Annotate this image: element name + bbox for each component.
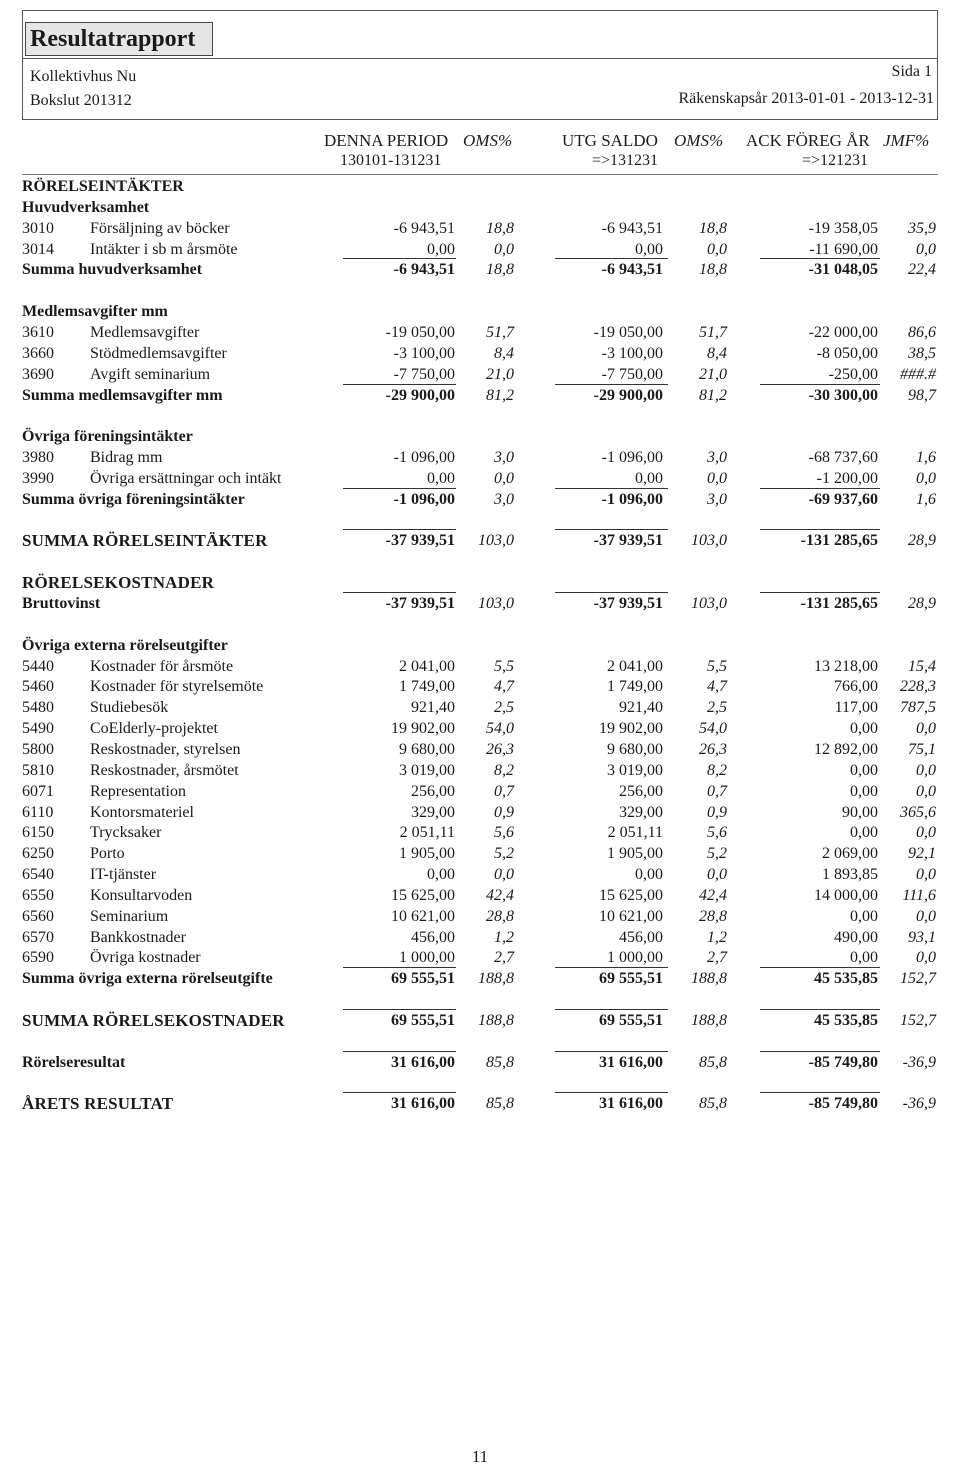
- period-percent: 85,8: [486, 1053, 514, 1071]
- balance-percent: 5,5: [707, 657, 727, 675]
- balance-amount: 31 616,00: [599, 1053, 663, 1071]
- period-amount: 3 019,00: [399, 761, 455, 779]
- prev-year-percent: 152,7: [900, 970, 936, 988]
- table-row: [0, 343, 960, 364]
- prev-year-percent: 92,1: [908, 845, 936, 863]
- period-amount: 69 555,51: [391, 970, 455, 988]
- prev-year-percent: 75,1: [908, 740, 936, 758]
- summary-row: [0, 259, 960, 280]
- column-header-prev-year: ACK FÖREG ÅR: [746, 131, 870, 150]
- period-amount: 2 051,11: [399, 824, 455, 842]
- period-percent: 5,6: [494, 824, 514, 842]
- period-percent: 188,8: [478, 1012, 514, 1029]
- section-heading: [0, 176, 960, 197]
- prev-year-amount: -85 749,80: [808, 1053, 878, 1071]
- prev-year-percent: 15,4: [908, 657, 936, 675]
- column-sub-balance: =>131231: [592, 152, 659, 169]
- account-name: Seminarium: [90, 907, 169, 925]
- account-code: 6590: [22, 949, 54, 967]
- prev-year-percent: -36,9: [902, 1053, 936, 1071]
- account-code: 5480: [22, 699, 54, 717]
- balance-percent: 54,0: [699, 720, 727, 738]
- account-code: 6550: [22, 886, 54, 904]
- balance-percent: 188,8: [691, 1012, 727, 1029]
- balance-percent: 2,5: [707, 699, 727, 717]
- account-code: 3690: [22, 365, 54, 383]
- section-heading: [0, 301, 960, 322]
- balance-percent: 0,0: [707, 866, 727, 884]
- prev-year-percent: 98,7: [908, 386, 936, 404]
- period-percent: 3,0: [494, 449, 514, 467]
- period-amount: 69 555,51: [391, 1012, 455, 1029]
- table-row: [0, 843, 960, 864]
- period-amount: 31 616,00: [391, 1095, 455, 1113]
- balance-percent: 5,6: [707, 824, 727, 842]
- balance-amount: 921,40: [619, 699, 663, 717]
- account-name: CoElderly-projektet: [90, 720, 218, 738]
- period-amount: 456,00: [411, 928, 455, 946]
- table-row: [0, 322, 960, 343]
- period-amount: 921,40: [411, 699, 455, 717]
- prev-year-amount: 0,00: [850, 761, 878, 779]
- summary-row: [0, 530, 960, 551]
- balance-amount: 31 616,00: [599, 1095, 663, 1113]
- period-amount: -3 100,00: [393, 344, 455, 362]
- account-name: Stödmedlemsavgifter: [90, 344, 227, 362]
- table-row: [0, 447, 960, 468]
- balance-amount: 2 041,00: [607, 657, 663, 675]
- summary-row: [0, 1052, 960, 1073]
- period-amount: 2 041,00: [399, 657, 455, 675]
- period-percent: 18,8: [486, 219, 514, 237]
- period-amount: -7 750,00: [393, 365, 455, 383]
- table-row: [0, 864, 960, 885]
- period-percent: 51,7: [486, 323, 514, 341]
- prev-year-percent: 152,7: [900, 1012, 936, 1029]
- account-name: Representation: [90, 782, 186, 800]
- column-sub-period: 130101-131231: [340, 152, 442, 169]
- account-code: 3010: [22, 219, 54, 237]
- period-amount: 31 616,00: [391, 1053, 455, 1071]
- prev-year-percent: 22,4: [908, 261, 936, 279]
- prev-year-percent: 93,1: [908, 928, 936, 946]
- account-name: Kostnader för årsmöte: [90, 657, 234, 675]
- report-period: Bokslut 201312: [30, 92, 132, 109]
- period-percent: 3,0: [494, 490, 514, 508]
- account-code: 5800: [22, 740, 54, 758]
- period-amount: 256,00: [411, 782, 455, 800]
- prev-year-percent: 1,6: [916, 449, 936, 467]
- summary-row: [0, 1093, 960, 1114]
- period-percent: 188,8: [478, 970, 514, 988]
- balance-percent: 21,0: [699, 365, 727, 383]
- summary-row: [0, 489, 960, 510]
- account-name: Studiebesök: [90, 699, 169, 717]
- prev-year-percent: 1,6: [916, 490, 936, 508]
- account-code: 6150: [22, 824, 54, 842]
- balance-percent: 85,8: [699, 1095, 727, 1113]
- summary-label: Summa övriga föreningsintäkter: [22, 490, 245, 508]
- prev-year-percent: 0,0: [916, 761, 936, 779]
- period-percent: 5,5: [494, 657, 514, 675]
- account-code: 5490: [22, 720, 54, 738]
- prev-year-amount: 12 892,00: [814, 740, 878, 758]
- prev-year-percent: 0,0: [916, 469, 936, 487]
- period-amount: -37 939,51: [385, 532, 455, 550]
- period-amount: 1 749,00: [399, 678, 455, 696]
- balance-amount: -3 100,00: [601, 344, 663, 362]
- balance-percent: 42,4: [699, 886, 727, 904]
- section-label: Medlemsavgifter mm: [22, 303, 168, 321]
- summary-label: ÅRETS RESULTAT: [22, 1094, 174, 1114]
- prev-year-percent: 0,0: [916, 866, 936, 884]
- prev-year-amount: -1 200,00: [816, 469, 878, 487]
- account-name: Övriga kostnader: [90, 949, 201, 967]
- table-row: [0, 468, 960, 489]
- account-name: Kontorsmateriel: [90, 803, 194, 821]
- summary-row: [0, 593, 960, 614]
- account-code: 5440: [22, 657, 54, 675]
- prev-year-amount: 0,00: [850, 824, 878, 842]
- prev-year-percent: 228,3: [900, 678, 936, 696]
- prev-year-amount: -31 048,05: [808, 261, 878, 279]
- prev-year-amount: -85 749,80: [808, 1095, 878, 1113]
- account-code: 3980: [22, 449, 54, 467]
- balance-percent: 3,0: [707, 490, 727, 508]
- prev-year-percent: 28,9: [908, 595, 936, 612]
- balance-percent: 5,2: [707, 845, 727, 863]
- balance-percent: 0,7: [707, 782, 727, 800]
- account-name: Bankkostnader: [90, 928, 186, 946]
- column-header-period: DENNA PERIOD: [324, 131, 449, 150]
- column-header-underline: [22, 174, 938, 175]
- fiscal-year: Räkenskapsår 2013-01-01 - 2013-12-31: [678, 90, 934, 107]
- prev-year-amount: 45 535,85: [814, 1012, 878, 1029]
- prev-year-amount: 45 535,85: [814, 970, 878, 988]
- balance-percent: 85,8: [699, 1053, 727, 1071]
- period-amount: -1 096,00: [393, 449, 455, 467]
- period-percent: 0,0: [494, 240, 514, 258]
- balance-amount: 456,00: [619, 928, 663, 946]
- prev-year-amount: 0,00: [850, 949, 878, 967]
- section-label: Övriga externa rörelseutgifter: [22, 636, 228, 654]
- account-code: 6570: [22, 928, 54, 946]
- balance-amount: 1 000,00: [607, 949, 663, 967]
- prev-year-amount: -250,00: [828, 365, 878, 383]
- prev-year-amount: -131 285,65: [800, 595, 878, 612]
- prev-year-amount: 0,00: [850, 907, 878, 925]
- period-percent: 0,0: [494, 469, 514, 487]
- balance-amount: -19 050,00: [593, 323, 663, 341]
- table-row: [0, 927, 960, 948]
- period-amount: -6 943,51: [393, 219, 455, 237]
- balance-amount: 0,00: [635, 866, 663, 884]
- period-amount: -29 900,00: [385, 386, 455, 404]
- account-code: 5810: [22, 761, 54, 779]
- prev-year-amount: -19 358,05: [808, 219, 878, 237]
- account-code: 6540: [22, 866, 54, 884]
- period-percent: 1,2: [494, 928, 514, 946]
- table-row: [0, 802, 960, 823]
- page-indicator: Sida 1: [891, 63, 932, 80]
- section-label: Huvudverksamhet: [22, 198, 150, 216]
- period-amount: 10 621,00: [391, 907, 455, 925]
- account-name: Medlemsavgifter: [90, 323, 200, 341]
- prev-year-amount: 90,00: [842, 803, 878, 821]
- section-label: Övriga föreningsintäkter: [22, 428, 193, 446]
- table-row: [0, 697, 960, 718]
- period-percent: 4,7: [494, 678, 514, 696]
- account-name: Intäkter i sb m årsmöte: [90, 240, 238, 258]
- balance-amount: 0,00: [635, 240, 663, 258]
- table-row: [0, 364, 960, 385]
- table-row: [0, 739, 960, 760]
- column-sub-prev-year: =>121231: [802, 152, 869, 169]
- period-amount: 1 905,00: [399, 845, 455, 863]
- period-percent: 18,8: [486, 261, 514, 279]
- balance-amount: -1 096,00: [601, 490, 663, 508]
- column-header-period-pct: OMS%: [463, 131, 513, 150]
- section-heading: [0, 197, 960, 218]
- balance-amount: -6 943,51: [601, 261, 663, 279]
- balance-percent: 103,0: [691, 595, 727, 612]
- prev-year-amount: 490,00: [834, 928, 878, 946]
- period-percent: 103,0: [478, 595, 514, 612]
- summary-label: Summa medlemsavgifter mm: [22, 386, 223, 404]
- summary-row: [0, 1010, 960, 1031]
- prev-year-percent: 28,9: [908, 532, 936, 550]
- balance-percent: 2,7: [707, 949, 727, 967]
- account-name: Trycksaker: [90, 824, 162, 842]
- table-row: [0, 760, 960, 781]
- account-code: 6071: [22, 782, 54, 800]
- organization-name: Kollektivhus Nu: [30, 68, 137, 85]
- prev-year-percent: 38,5: [908, 344, 936, 362]
- section-heading: [0, 635, 960, 656]
- period-amount: 329,00: [411, 803, 455, 821]
- balance-percent: 18,8: [699, 261, 727, 279]
- summary-label: Bruttovinst: [22, 595, 101, 612]
- balance-percent: 3,0: [707, 449, 727, 467]
- period-amount: -1 096,00: [393, 490, 455, 508]
- balance-percent: 26,3: [699, 740, 727, 758]
- prev-year-percent: 0,0: [916, 720, 936, 738]
- balance-amount: 10 621,00: [599, 907, 663, 925]
- column-header-balance-pct: OMS%: [674, 131, 724, 150]
- balance-percent: 0,0: [707, 469, 727, 487]
- account-name: Bidrag mm: [90, 449, 163, 467]
- balance-amount: 1 749,00: [607, 678, 663, 696]
- period-amount: 0,00: [427, 866, 455, 884]
- period-amount: 19 902,00: [391, 720, 455, 738]
- balance-amount: -1 096,00: [601, 449, 663, 467]
- balance-amount: -7 750,00: [601, 365, 663, 383]
- balance-percent: 18,8: [699, 219, 727, 237]
- balance-percent: 81,2: [699, 386, 727, 404]
- balance-amount: 3 019,00: [607, 761, 663, 779]
- column-header-prev-year-pct: JMF%: [883, 131, 930, 150]
- balance-percent: 4,7: [707, 678, 727, 696]
- balance-amount: 69 555,51: [599, 970, 663, 988]
- balance-amount: 329,00: [619, 803, 663, 821]
- period-percent: 54,0: [486, 720, 514, 738]
- prev-year-percent: 0,0: [916, 824, 936, 842]
- account-name: Kostnader för styrelsemöte: [90, 678, 264, 696]
- account-name: IT-tjänster: [90, 866, 157, 884]
- prev-year-amount: -30 300,00: [808, 386, 878, 404]
- report-title: Resultatrapport: [25, 22, 213, 56]
- period-percent: 42,4: [486, 886, 514, 904]
- balance-percent: 8,4: [707, 344, 727, 362]
- period-percent: 85,8: [486, 1095, 514, 1113]
- prev-year-amount: 13 218,00: [814, 657, 878, 675]
- prev-year-amount: 117,00: [834, 699, 878, 717]
- period-percent: 0,9: [494, 803, 514, 821]
- account-name: Reskostnader, årsmötet: [90, 761, 239, 779]
- summary-row: [0, 385, 960, 406]
- period-amount: 0,00: [427, 240, 455, 258]
- balance-amount: 9 680,00: [607, 740, 663, 758]
- account-name: Reskostnader, styrelsen: [90, 740, 241, 758]
- balance-percent: 0,0: [707, 240, 727, 258]
- summary-label: Summa huvudverksamhet: [22, 261, 203, 279]
- table-row: [0, 239, 960, 260]
- prev-year-percent: 111,6: [902, 886, 936, 904]
- balance-amount: 2 051,11: [607, 824, 663, 842]
- prev-year-percent: 365,6: [900, 803, 936, 821]
- prev-year-amount: -131 285,65: [800, 532, 878, 550]
- account-name: Konsultarvoden: [90, 886, 193, 904]
- period-amount: -37 939,51: [385, 595, 455, 612]
- balance-amount: -29 900,00: [593, 386, 663, 404]
- prev-year-amount: -11 690,00: [809, 240, 878, 258]
- table-row: [0, 781, 960, 802]
- table-row: [0, 822, 960, 843]
- period-percent: 0,7: [494, 782, 514, 800]
- account-name: Porto: [90, 845, 125, 863]
- balance-amount: 19 902,00: [599, 720, 663, 738]
- account-name: Avgift seminarium: [90, 365, 211, 383]
- prev-year-percent: ###.#: [900, 365, 936, 383]
- balance-amount: 15 625,00: [599, 886, 663, 904]
- section-heading: [0, 572, 960, 593]
- prev-year-percent: 0,0: [916, 949, 936, 967]
- balance-amount: -6 943,51: [601, 219, 663, 237]
- balance-amount: -37 939,51: [593, 532, 663, 550]
- period-amount: -6 943,51: [393, 261, 455, 279]
- prev-year-amount: -69 937,60: [808, 490, 878, 508]
- prev-year-amount: -68 737,60: [808, 449, 878, 467]
- balance-percent: 103,0: [691, 532, 727, 550]
- period-amount: 15 625,00: [391, 886, 455, 904]
- prev-year-percent: 0,0: [916, 240, 936, 258]
- summary-row: [0, 968, 960, 989]
- account-code: 3610: [22, 323, 54, 341]
- prev-year-amount: 2 069,00: [822, 845, 878, 863]
- balance-percent: 188,8: [691, 970, 727, 988]
- period-percent: 81,2: [486, 386, 514, 404]
- balance-amount: 0,00: [635, 469, 663, 487]
- prev-year-amount: -22 000,00: [808, 323, 878, 341]
- account-code: 6250: [22, 845, 54, 863]
- account-name: Försäljning av böcker: [90, 219, 230, 237]
- table-row: [0, 718, 960, 739]
- header-divider: [22, 58, 938, 59]
- period-percent: 8,2: [494, 761, 514, 779]
- prev-year-percent: 86,6: [908, 323, 936, 341]
- account-code: 3990: [22, 469, 54, 487]
- table-row: [0, 676, 960, 697]
- period-percent: 8,4: [494, 344, 514, 362]
- account-name: Övriga ersättningar och intäkt: [90, 469, 282, 487]
- period-percent: 2,7: [494, 949, 514, 967]
- prev-year-amount: -8 050,00: [816, 344, 878, 362]
- account-code: 3014: [22, 240, 54, 258]
- summary-label: Rörelseresultat: [22, 1053, 126, 1071]
- period-percent: 0,0: [494, 866, 514, 884]
- prev-year-amount: 1 893,85: [822, 866, 878, 884]
- period-percent: 26,3: [486, 740, 514, 758]
- prev-year-percent: 787,5: [900, 699, 936, 717]
- prev-year-percent: 0,0: [916, 782, 936, 800]
- balance-percent: 1,2: [707, 928, 727, 946]
- section-label: RÖRELSEKOSTNADER: [22, 573, 215, 593]
- table-row: [0, 947, 960, 968]
- table-row: [0, 906, 960, 927]
- period-percent: 2,5: [494, 699, 514, 717]
- period-percent: 5,2: [494, 845, 514, 863]
- prev-year-amount: 0,00: [850, 782, 878, 800]
- account-code: 3660: [22, 344, 54, 362]
- balance-percent: 8,2: [707, 761, 727, 779]
- summary-label: SUMMA RÖRELSEINTÄKTER: [22, 531, 268, 551]
- period-amount: -19 050,00: [385, 323, 455, 341]
- section-heading: [0, 426, 960, 447]
- prev-year-amount: 0,00: [850, 720, 878, 738]
- period-amount: 1 000,00: [399, 949, 455, 967]
- period-percent: 103,0: [478, 532, 514, 550]
- account-code: 5460: [22, 678, 54, 696]
- section-label: RÖRELSEINTÄKTER: [22, 178, 184, 195]
- balance-percent: 28,8: [699, 907, 727, 925]
- balance-percent: 0,9: [707, 803, 727, 821]
- prev-year-percent: 35,9: [908, 219, 936, 237]
- account-code: 6110: [22, 803, 54, 821]
- balance-amount: 256,00: [619, 782, 663, 800]
- table-row: [0, 218, 960, 239]
- prev-year-amount: 14 000,00: [814, 886, 878, 904]
- prev-year-percent: 0,0: [916, 907, 936, 925]
- period-percent: 28,8: [486, 907, 514, 925]
- balance-amount: 69 555,51: [599, 1012, 663, 1029]
- period-percent: 21,0: [486, 365, 514, 383]
- table-row: [0, 656, 960, 677]
- summary-label: SUMMA RÖRELSEKOSTNADER: [22, 1011, 285, 1030]
- account-code: 6560: [22, 907, 54, 925]
- prev-year-amount: 766,00: [834, 678, 878, 696]
- table-row: [0, 885, 960, 906]
- balance-amount: 1 905,00: [607, 845, 663, 863]
- page-number: 11: [471, 1447, 489, 1466]
- period-amount: 9 680,00: [399, 740, 455, 758]
- period-amount: 0,00: [427, 469, 455, 487]
- prev-year-percent: -36,9: [902, 1095, 936, 1113]
- summary-label: Summa övriga externa rörelseutgifte: [22, 970, 273, 988]
- balance-percent: 51,7: [699, 323, 727, 341]
- balance-amount: -37 939,51: [593, 595, 663, 612]
- column-header-balance: UTG SALDO: [562, 131, 658, 150]
